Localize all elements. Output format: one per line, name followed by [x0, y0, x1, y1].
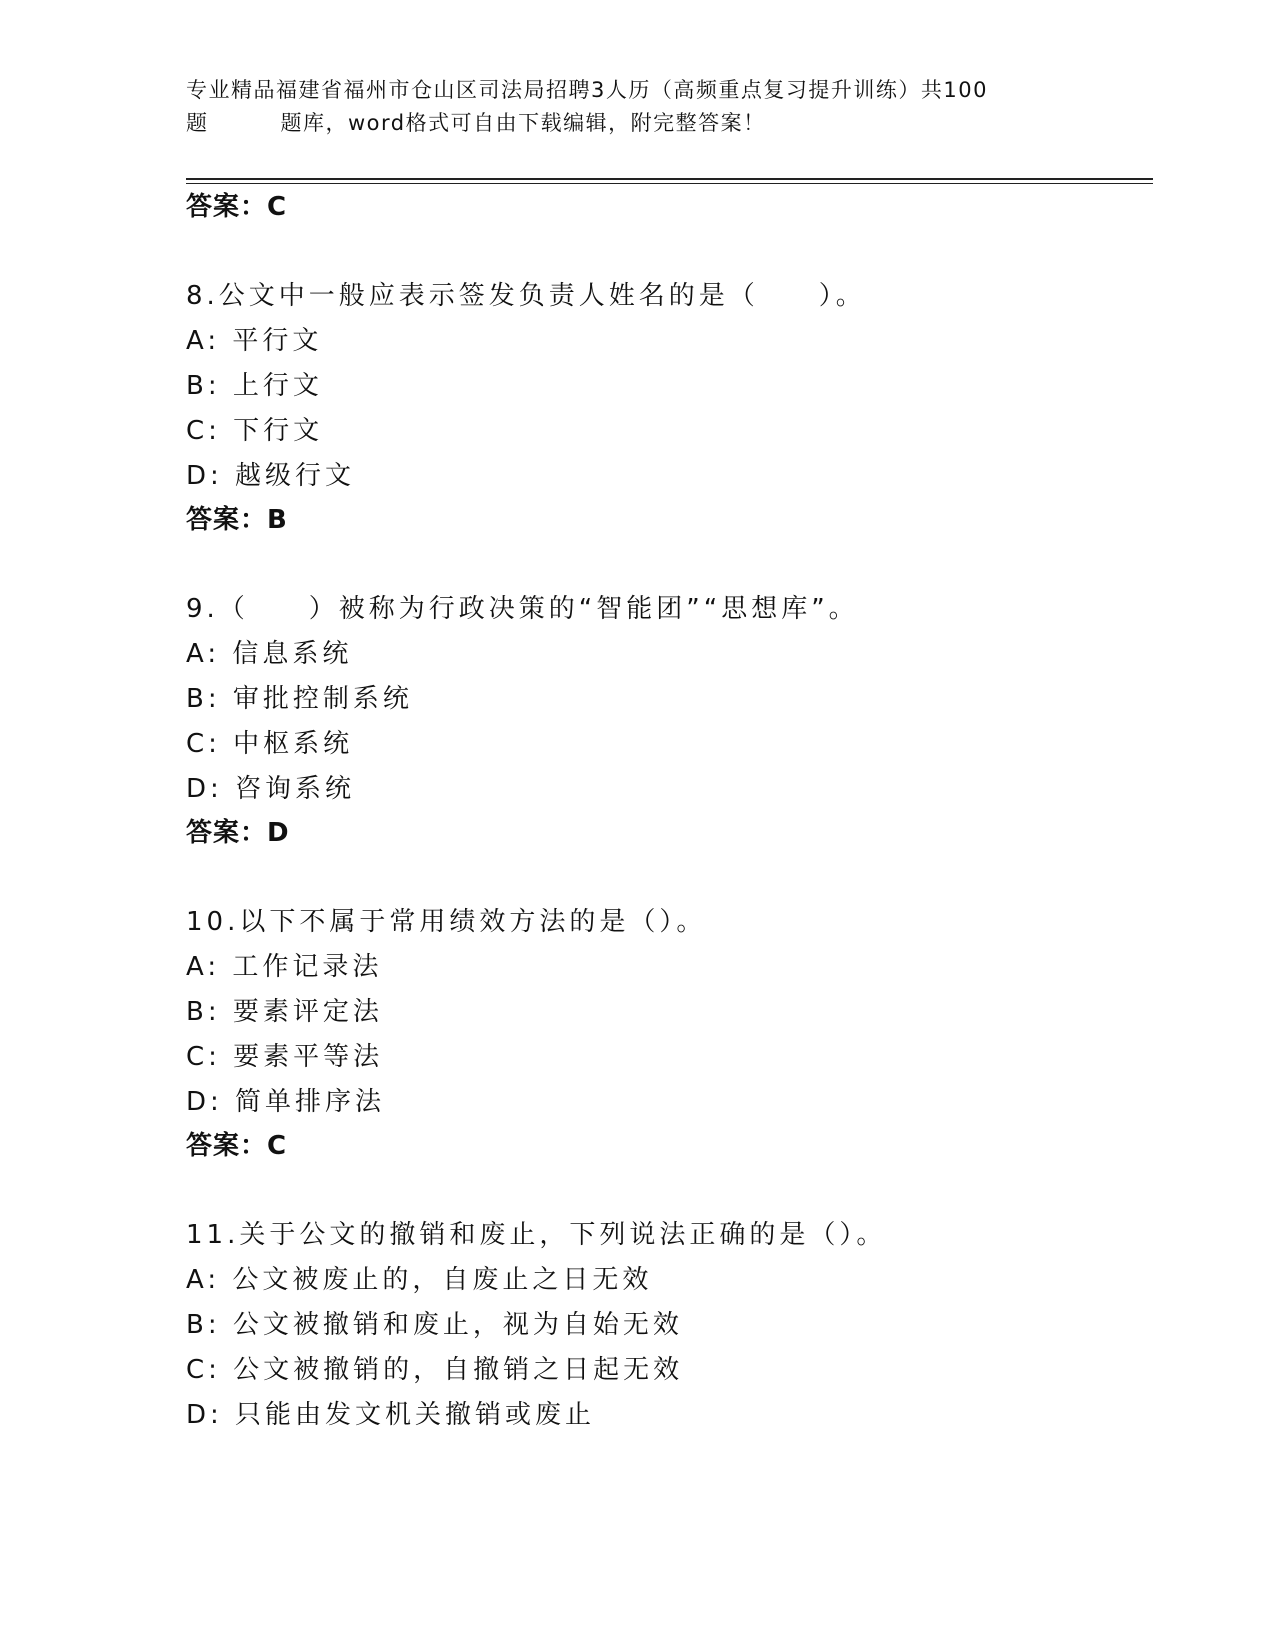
option-b: B: 公文被撤销和废止，视为自始无效: [186, 1310, 683, 1340]
answer: 答案：B: [186, 505, 288, 535]
option-d: D: 简单排序法: [186, 1087, 386, 1117]
answer: 答案：D: [186, 818, 290, 848]
option-d: D: 越级行文: [186, 461, 356, 491]
option-d: D: 只能由发文机关撤销或废止: [186, 1400, 596, 1430]
document-body: [186, 190, 1146, 1438]
answer-7: 答案：C: [186, 192, 288, 222]
header-line-2-head: 题: [186, 111, 209, 135]
option-a: A: 平行文: [186, 326, 323, 356]
option-b: B: 上行文: [186, 371, 323, 401]
question-11: [186, 1213, 1146, 1438]
option-a: A: 工作记录法: [186, 952, 383, 982]
option-c: C: 要素平等法: [186, 1042, 384, 1072]
question-text: 10.以下不属于常用绩效方法的是（）。: [186, 907, 707, 937]
header-title-line-2: [186, 107, 1146, 140]
option-a: A: 信息系统: [186, 639, 353, 669]
header-rule-thick: [186, 178, 1153, 180]
header-rule-thin: [186, 183, 1153, 184]
question-text: 8.公文中一般应表示签发负责人姓名的是（ ）。: [186, 281, 866, 311]
question-text: 9.（ ）被称为行政决策的“智能团”“思想库”。: [186, 594, 859, 624]
option-c: C: 公文被撤销的，自撤销之日起无效: [186, 1355, 684, 1385]
option-b: B: 审批控制系统: [186, 684, 413, 714]
answer: 答案：C: [186, 1131, 288, 1161]
option-c: C: 下行文: [186, 416, 324, 446]
question-9: [186, 587, 1146, 862]
question-text: 11.关于公文的撤销和废止，下列说法正确的是（）。: [186, 1220, 887, 1250]
question-8: [186, 274, 1146, 549]
question-10: [186, 900, 1146, 1175]
header-line-2-tail: 题库，word格式可自由下载编辑，附完整答案！: [280, 111, 766, 135]
option-b: B: 要素评定法: [186, 997, 383, 1027]
page-header: [186, 74, 1146, 140]
header-title-line-1: 专业精品福建省福州市仓山区司法局招聘3人历（高频重点复习提升训练）共100: [186, 78, 988, 102]
option-d: D: 咨询系统: [186, 774, 356, 804]
option-c: C: 中枢系统: [186, 729, 354, 759]
option-a: A: 公文被废止的，自废止之日无效: [186, 1265, 653, 1295]
